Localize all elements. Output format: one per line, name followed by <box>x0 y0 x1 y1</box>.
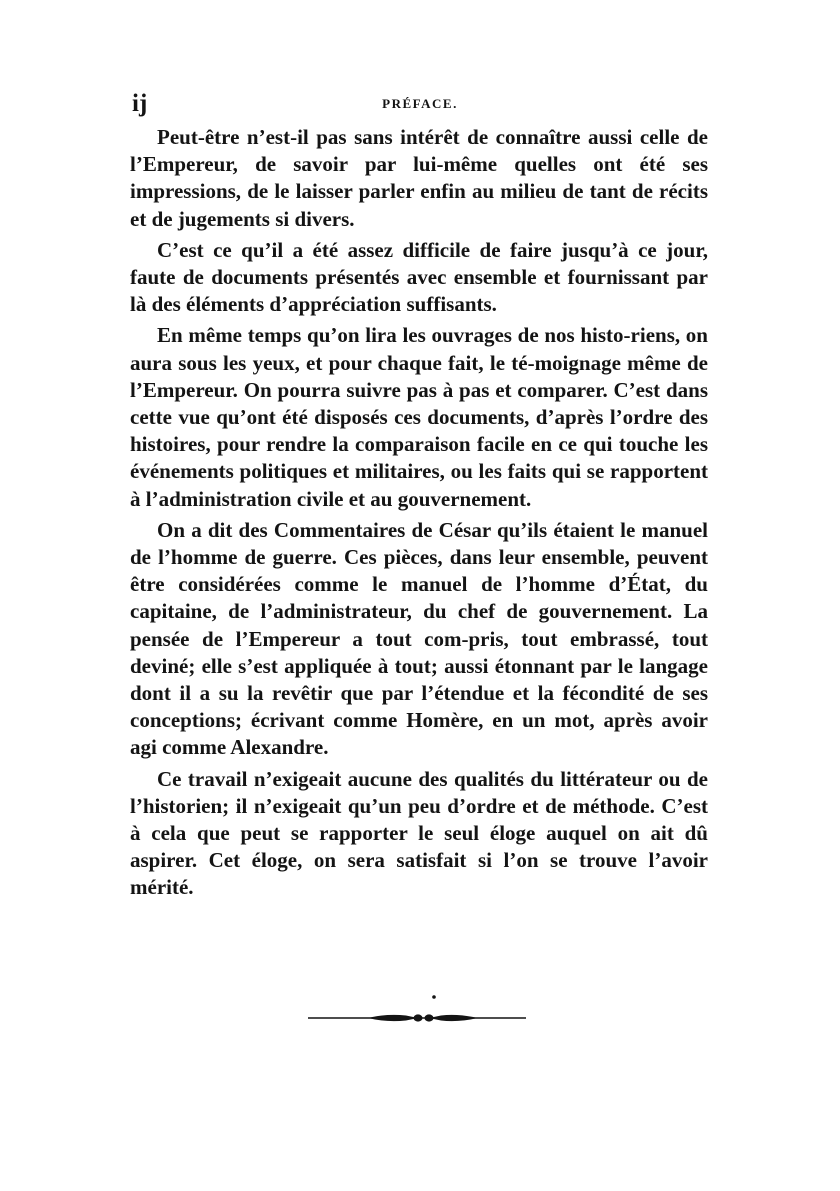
running-title: PRÉFACE. <box>382 96 458 111</box>
page-number: ij <box>132 90 148 117</box>
preface-body <box>130 124 708 906</box>
tailpiece-ornament-icon <box>306 990 528 1030</box>
paragraph-3: En même temps qu’on lira les ouvrages de nos histo-riens, on aura sous les yeux, et pour chaque fait, le té-moignage même de l’Empereur. On pourra suivre pas à pas et comparer. C’est dans cette vue qu’ont été disposés ces documents, d’après l’ordre des histoires, pour rendre la comparaison facile en ce qui touche les événements politiques et militaires, ou les faits qui se rapportent à l’administration civile et au gouvernement. <box>130 323 708 511</box>
paragraph-5: Ce travail n’exigeait aucune des qualités du littérateur ou de l’historien; il n’exigeait qu’un peu d’ordre et de méthode. C’est à cela que peut se rapporter le seul éloge auquel on ait dû aspirer. Cet éloge, on sera satisfait si l’on se trouve l’avoir mérité. <box>130 766 708 900</box>
page-header <box>132 90 708 120</box>
paragraph-2: C’est ce qu’il a été assez difficile de faire jusqu’à ce jour, faute de documents présentés avec ensemble et fournissant par là des éléments d’appréciation suffisants. <box>130 237 708 317</box>
paragraph-4: On a dit des Commentaires de César qu’ils étaient le manuel de l’homme de guerre. Ces pièces, dans leur ensemble, peuvent être considérées comme le manuel de l’homme d’État, du capitaine, de l’administrateur, du chef de gouvernement. La pensée de l’Empereur a tout com-pris, tout embrassé, tout deviné; elle s’est appliquée à tout; aussi étonnant par le langage dont il a su la revêtir que par l’étendue et la fécondité de ses conceptions; écrivant comme Homère, en un mot, après avoir agi comme Alexandre. <box>130 517 708 760</box>
paragraph-1: Peut-être n’est-il pas sans intérêt de connaître aussi celle de l’Empereur, de savoir par lui-même quelles ont été ses impressions, de le laisser parler enfin au milieu de tant de récits et de jugements si divers. <box>130 125 708 231</box>
